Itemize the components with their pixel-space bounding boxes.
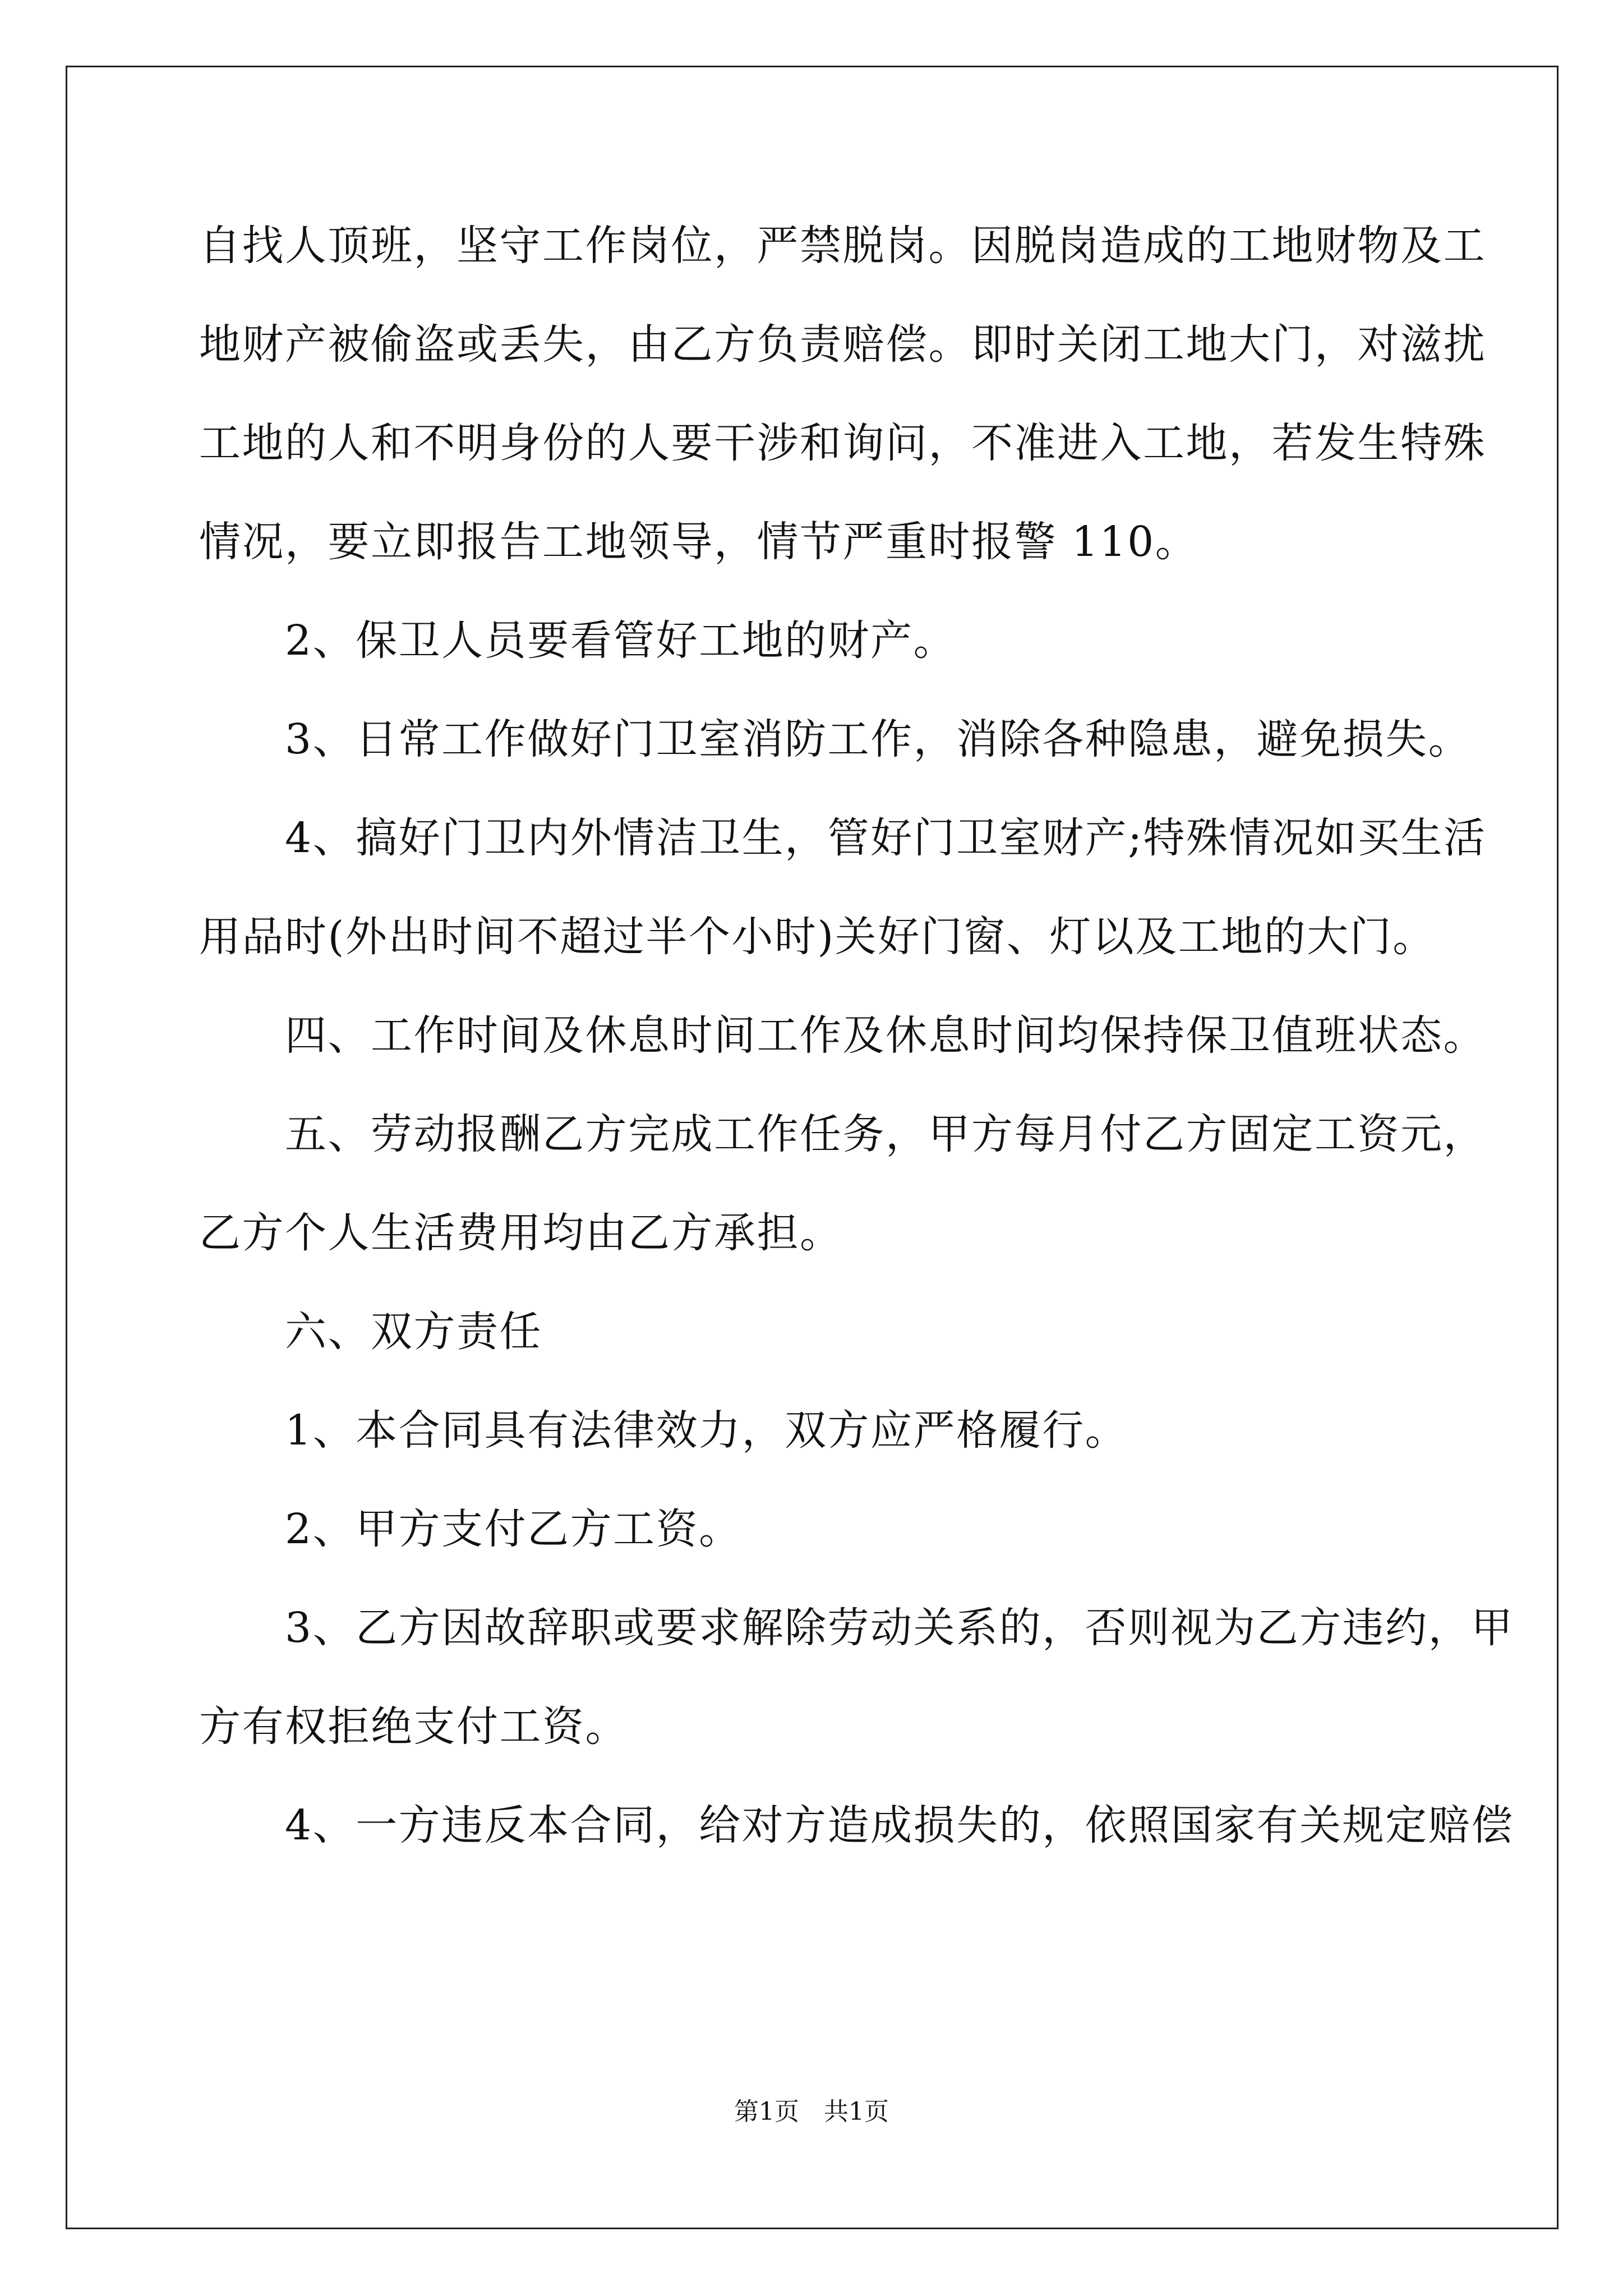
body-line-6: 3、日常工作做好门卫室消防工作，消除各种隐患，避免损失。 bbox=[199, 715, 1472, 763]
body-line-1: 自找人顶班，坚守工作岗位，严禁脱岗。因脱岗造成的工地财物及工 bbox=[199, 222, 1486, 270]
body-line-17: 4、一方违反本合同，给对方造成损失的，依照国家有关规定赔偿 bbox=[199, 1801, 1514, 1849]
body-line-7: 4、搞好门卫内外情洁卫生，管好门卫室财产;特殊情况如买生活 bbox=[199, 814, 1487, 862]
body-line-14: 2、甲方支付乙方工资。 bbox=[199, 1505, 742, 1553]
body-line-16: 方有权拒绝支付工资。 bbox=[199, 1703, 628, 1751]
body-line-4: 情况，要立即报告工地领导，情节严重时报警 110。 bbox=[199, 518, 1198, 566]
body-line-12: 六、双方责任 bbox=[199, 1308, 542, 1356]
body-line-10: 五、劳动报酬乙方完成工作任务，甲方每月付乙方固定工资元， bbox=[199, 1110, 1486, 1158]
body-line-3: 工地的人和不明身份的人要干涉和询问，不准进入工地，若发生特殊 bbox=[199, 419, 1486, 467]
page-total: 共1页 bbox=[824, 2097, 889, 2126]
page-footer bbox=[0, 2095, 1623, 2129]
body-line-5: 2、保卫人员要看管好工地的财产。 bbox=[199, 616, 957, 665]
body-line-2: 地财产被偷盗或丢失，由乙方负责赔偿。即时关闭工地大门，对滋扰 bbox=[199, 320, 1486, 369]
body-line-8: 用品时(外出时间不超过半个小时)关好门窗、灯以及工地的大门。 bbox=[199, 913, 1436, 961]
page-number: 第1页 bbox=[734, 2097, 799, 2126]
body-line-11: 乙方个人生活费用均由乙方承担。 bbox=[199, 1209, 843, 1257]
body-line-15: 3、乙方因故辞职或要求解除劳动关系的，否则视为乙方违约，甲 bbox=[199, 1604, 1514, 1652]
body-line-13: 1、本合同具有法律效力，双方应严格履行。 bbox=[199, 1406, 1128, 1455]
body-line-9: 四、工作时间及休息时间工作及休息时间均保持保卫值班状态。 bbox=[199, 1011, 1486, 1060]
